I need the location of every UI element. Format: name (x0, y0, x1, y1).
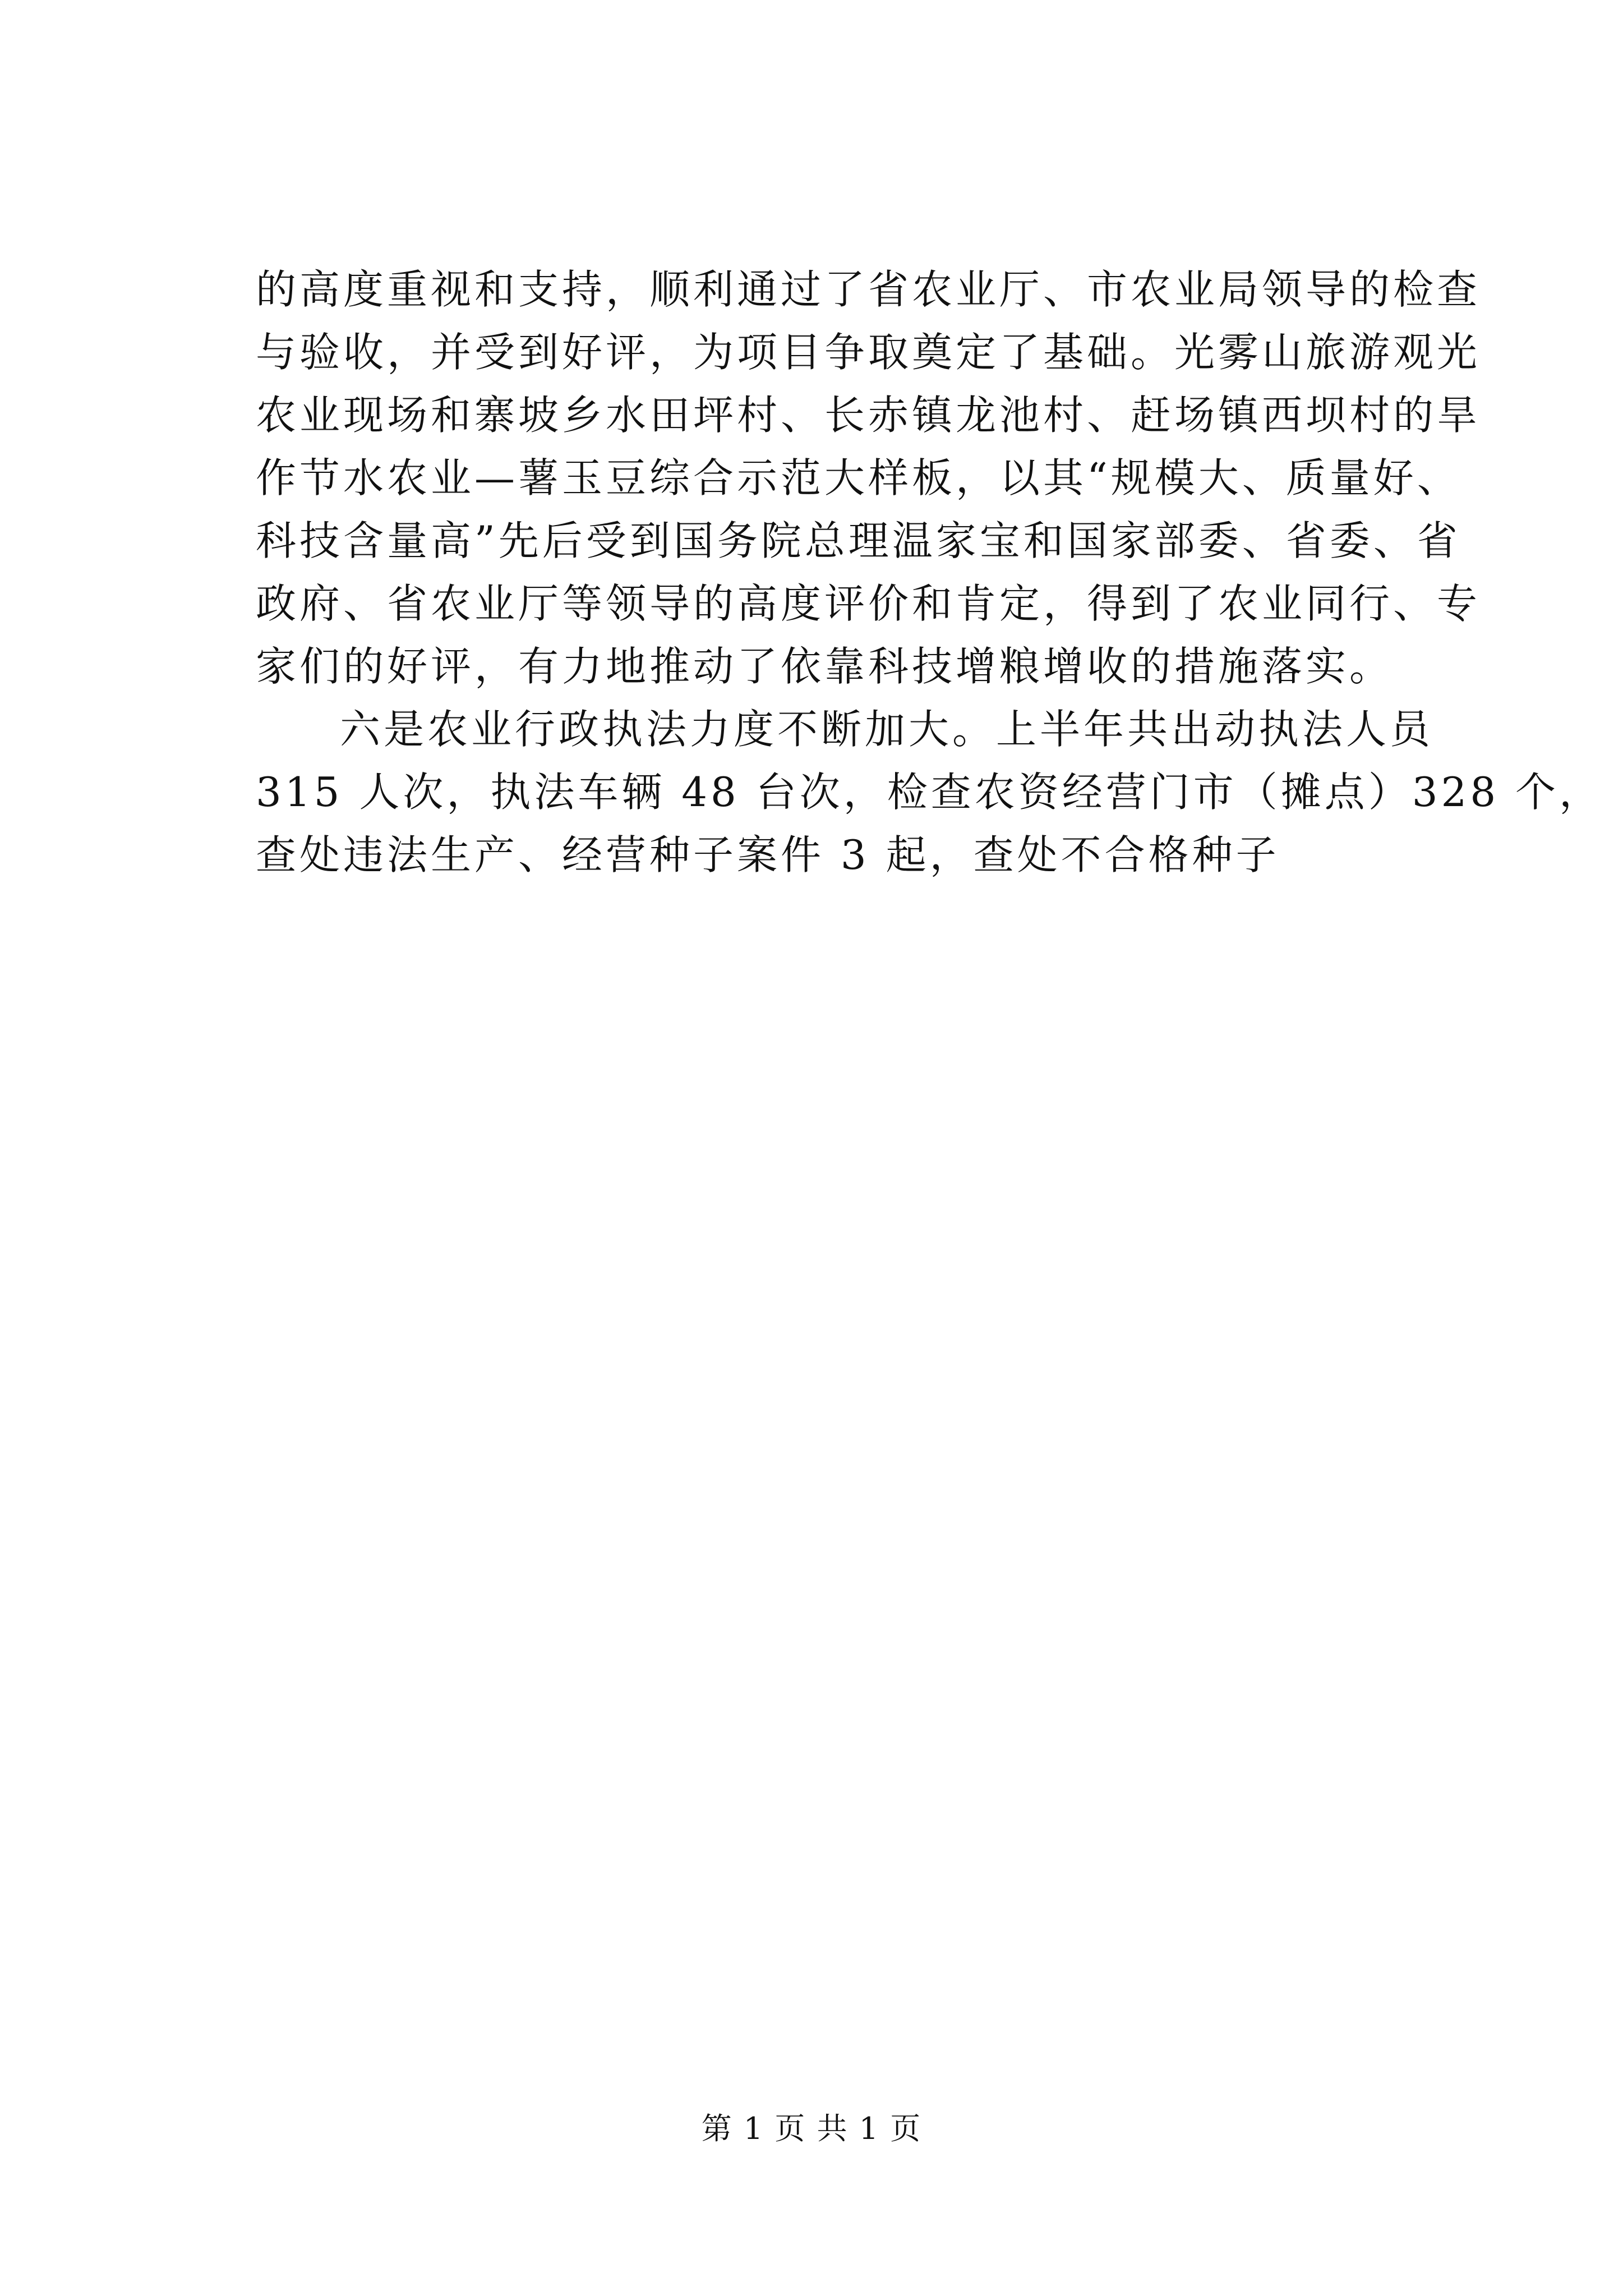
paragraph-line: 六是农业行政执法力度不断加大。上半年共出动执法人员 (340, 706, 1434, 753)
paragraph-line: 与验收，并受到好评，为项目争取奠定了基础。光雾山旅游观光 (256, 329, 1481, 376)
page-number-label: 第 1 页 共 1 页 (701, 2111, 922, 2146)
paragraph-line: 作节水农业—薯玉豆综合示范大样板，以其“规模大、质量好、 (256, 454, 1461, 501)
paragraph-2 (256, 698, 1603, 886)
paragraph-line: 政府、省农业厅等领导的高度评价和肯定，得到了农业同行、专 (256, 580, 1481, 627)
paragraph-line: 科技含量高”先后受到国务院总理温家宝和国家部委、省委、省 (256, 517, 1461, 564)
paragraph-1 (256, 258, 1481, 698)
paragraph-line: 家们的好评，有力地推动了依靠科技增粮增收的措施落实。 (256, 643, 1394, 690)
paragraph-line: 查处违法生产、经营种子案件 3 起，查处不合格种子 (256, 831, 1280, 878)
paragraph-line: 315 人次，执法车辆 48 台次，检查农资经营门市（摊点）328 个， (256, 769, 1603, 816)
paragraph-line: 农业现场和寨坡乡水田坪村、长赤镇龙池村、赶场镇西坝村的旱 (256, 392, 1481, 439)
paragraph-line: 的高度重视和支持，顺利通过了省农业厅、市农业局领导的检查 (256, 266, 1481, 313)
document-body (256, 258, 1603, 886)
page-footer (0, 2109, 1623, 2148)
